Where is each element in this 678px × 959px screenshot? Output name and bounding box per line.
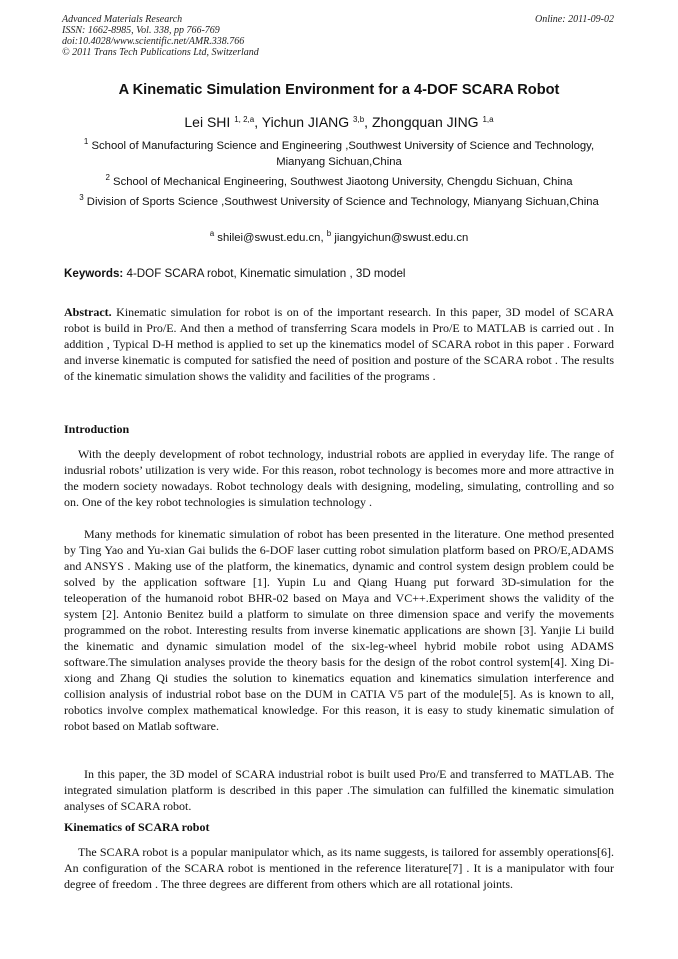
paper-title: A Kinematic Simulation Environment for a 4-DOF SCARA Robot bbox=[118, 82, 560, 98]
abstract-text: Kinematic simulation for robot is on of the important research. In this paper, 3D model of SCARA robot is build in Pro/E. And then a method of transferring Scara models in Pro/E to MATLAB is carried out . In addition , Typical D-H method is applied to set up the kinematics model of SCARA robot in this paper . Forward and inverse kinematic is computed for satisfied the need of position and posture of the SCARA robot . The results of the kinematic simulation shows the validity and facilities of the programs . bbox=[64, 305, 614, 383]
intro-paragraph-2: Many methods for kinematic simulation of robot has been presented in the literature. One method presented by Ting Yao and Yu-xian Gai bulids the 6-DOF laser cutting robot simulation platform based on PRO/E,ADAMS and ANSYS . Making use of the platform, the kinematics, dynamic and control system design problem could be solved by the application software [1]. Yupin Lu and Qiang Huang put forward 3D-simulation for the teleoperation of the humanoid robot BHR-02 based on Maya and VC++.Experiment shows the validity of the system [2]. Antonio Benitez build a platform to simulate on three dimension space and verify the movements programmed on the robot. Interesting results from inverse kinematic applications are shown [3]. Yanjie Li build the kinematic and dynamic simulation model of the six-leg-wheel hybrid mobile robot using ADAMS software.The simulation analyses provide the theory basis for the design of the robot control system[4]. Xing Di-xiong and Zhang Qi studies the solution to kinematics equation and kinematics simulation interference and collision analysis of industrial robot base on the DUM in CATIA V5 part of the module[5]. As is known to all, robotics involve complex mathematical knowledge. For this reason, it is easy to study kinematic simulation of robot based on Matlab software. bbox=[64, 527, 614, 733]
author-affil-mark: 3,b bbox=[353, 115, 365, 124]
author-list: Lei SHI $^{1, 2,a}$, Yichun JIANG $^{3,b}$, Zhongquan JING $^{1,a}$ bbox=[184, 114, 494, 130]
affiliation: $^3$ Division of Sports Science ,Southwest University of Science and Technology, Mianyang Sichuan,China bbox=[79, 193, 599, 208]
author-emails: $^a$ shilei@swust.edu.cn, $^b$ jiangyichun@swust.edu.cn bbox=[209, 229, 469, 244]
keywords-label: Keywords: bbox=[64, 267, 124, 280]
kinematics-paragraph-1: The SCARA robot is a popular manipulator which, as its name suggests, is tailored for assembly operations[6]. An configuration of the SCARA robot is mentioned in the reference literature[7] . It is a manipulator with four degree of freedom . The three degrees are different from others which are all rotational joints. bbox=[64, 845, 614, 891]
affiliation: $^2$ School of Mechanical Engineering, Southwest Jiaotong University, Chengdu Sichuan, China bbox=[105, 173, 573, 188]
section-heading-kinematics: Kinematics of SCARA robot bbox=[64, 820, 210, 834]
author-affil-mark: 1,a bbox=[482, 115, 494, 124]
keywords-text: 4-DOF SCARA robot, Kinematic simulation , 3D model bbox=[123, 267, 406, 280]
journal-doi: doi:10.4028/www.scientific.net/AMR.338.766 bbox=[62, 36, 245, 47]
affiliation: $^1$ School of Manufacturing Science and Engineering ,Southwest University of Science and Technology, Mianyang Sichuan,China bbox=[83, 137, 595, 168]
author-name: Lei SHI bbox=[184, 114, 235, 130]
intro-paragraph-1: With the deeply development of robot technology, industrial robots are applied in everyday life. The range of indusrial robots’ utilization is very wide. For this reason, robot technology is becomes more and more attractive in the modern society nowadays. Robot technology deals with designing, modeling, simulating, controlling and so on. One of the key robot technologies is simulation technology . bbox=[64, 447, 614, 509]
journal-copyright: © 2011 Trans Tech Publications Ltd, Switzerland bbox=[62, 47, 259, 58]
email-link: jiangyichun@swust.edu.cn bbox=[331, 232, 469, 244]
author-name: Zhongquan JING bbox=[371, 114, 483, 130]
author-name: Yichun JIANG bbox=[261, 114, 354, 130]
section-heading-introduction: Introduction bbox=[64, 422, 130, 436]
keywords bbox=[64, 267, 406, 280]
journal-header bbox=[62, 14, 259, 58]
abstract-label: Abstract. bbox=[64, 305, 112, 319]
intro-paragraph-3: In this paper, the 3D model of SCARA industrial robot is built used Pro/E and transferred to MATLAB. The integrated simulation platform is described in this paper .The simulation can fulfilled the kinematic simulation analyses of SCARA robot. bbox=[64, 767, 614, 813]
author-affil-mark: 1, 2,a bbox=[234, 115, 255, 124]
abstract bbox=[64, 304, 614, 384]
journal-issn: ISSN: 1662-8985, Vol. 338, pp 766-769 bbox=[62, 25, 220, 36]
online-date: Online: 2011-09-02 bbox=[535, 14, 614, 25]
email-link: shilei@swust.edu.cn, bbox=[214, 232, 327, 244]
journal-name: Advanced Materials Research bbox=[62, 14, 183, 25]
